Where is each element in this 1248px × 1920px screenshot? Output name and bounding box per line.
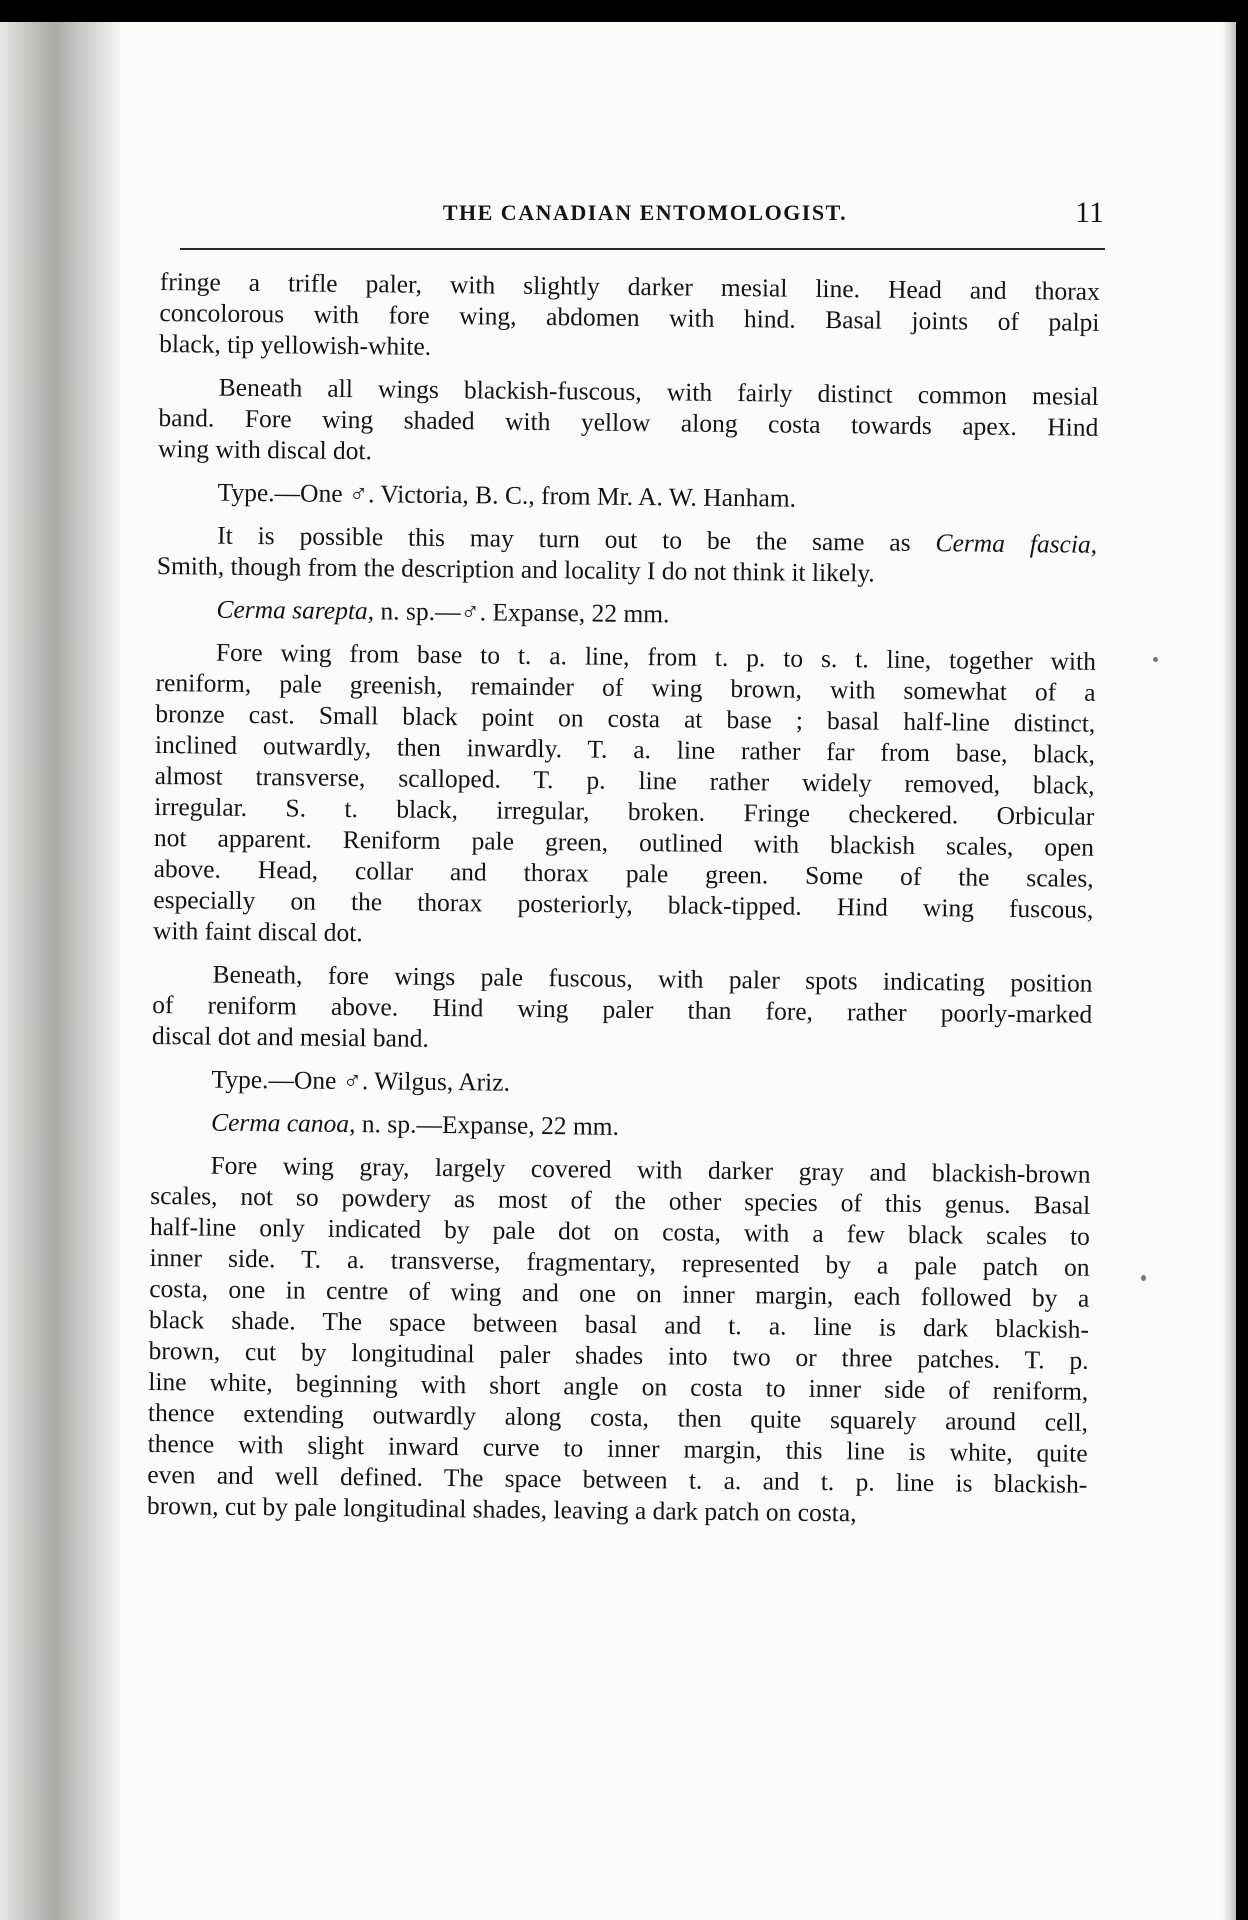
text-line: inclined outwardly, then inwardly. T. a. line rather far from base, black,	[154, 729, 1096, 769]
text-line: with faint discal dot.	[152, 915, 363, 948]
paragraph	[157, 476, 1097, 517]
text-line: even and well defined. The space between t. a. and t. p. line is blackish-	[147, 1459, 1088, 1499]
species-heading	[151, 1106, 1091, 1147]
paragraph	[152, 958, 1093, 1061]
text-line: bronze cast. Small black point on costa at base ; basal half-line distinct,	[155, 698, 1096, 738]
text-line: costa, one in centre of wing and one on inner margin, each followed by a	[149, 1273, 1090, 1313]
text-line: Type.—One ♂. Victoria, B. C., from Mr. A. W. Hanham.	[217, 477, 797, 513]
text-line: thence with slight inward curve to inner margin, this line is white, quite	[147, 1428, 1088, 1468]
paragraph	[156, 593, 1096, 634]
paragraph	[159, 266, 1100, 369]
text-line: Type.—One ♂. Wilgus, Ariz.	[211, 1064, 511, 1097]
text-line: above. Head, collar and thorax pale green. Some of the scales,	[153, 853, 1094, 893]
scan-speck	[1141, 1275, 1146, 1281]
text-line: irregular. S. t. black, irregular, broken. Fringe checkered. Orbicular	[154, 791, 1095, 831]
text-line: discal dot and mesial band.	[151, 1020, 429, 1053]
text-line: line white, beginning with short angle on costa to inner side of reniform,	[148, 1366, 1089, 1406]
paragraph	[157, 519, 1098, 591]
paragraph	[153, 636, 1096, 956]
text-line: brown, cut by longitudinal paler shades into two or three patches. T. p.	[148, 1335, 1089, 1375]
text-line: Fore wing from base to t. a. line, from t. p. to s. t. line, together with	[215, 637, 1097, 676]
header-rule	[180, 248, 1105, 250]
page-gutter-shadow	[0, 22, 120, 1920]
paragraph	[158, 371, 1099, 474]
scan-speck	[1153, 657, 1158, 662]
text-line: band. Fore wing shaded with yellow along costa towards apex. Hind	[158, 402, 1099, 442]
text-line: Fore wing gray, largely covered with darker gray and blackish-brown	[210, 1150, 1091, 1189]
species-heading	[156, 593, 1096, 634]
species-details: n. sp.—♂. Expanse, 22 mm.	[373, 596, 670, 629]
paragraph	[151, 1063, 1091, 1104]
species-name: Cerma canoa,	[210, 1107, 356, 1139]
text-line: almost transverse, scalloped. T. p. line rather widely removed, black,	[154, 760, 1095, 800]
page-right-edge	[1222, 22, 1236, 1920]
text-line: of reniform above. Hind wing paler than fore, rather poorly-marked	[152, 989, 1093, 1029]
article-body	[147, 266, 1100, 1543]
page-number: 11	[1075, 196, 1104, 229]
text-line: especially on the thorax posteriorly, black-tipped. Hind wing fuscous,	[153, 884, 1094, 924]
text-line: Beneath all wings blackish-fuscous, with fairly distinct common mesial	[218, 372, 1099, 411]
page-header	[180, 190, 1110, 250]
species-name: Cerma fascia,	[935, 528, 1098, 559]
text-line: reniform, pale greenish, remainder of wing brown, with somewhat of a	[155, 667, 1096, 707]
text-line: not apparent. Reniform pale green, outlined with blackish scales, open	[153, 822, 1095, 862]
text-line: concolorous with fore wing, abdomen with hind. Basal joints of palpi	[159, 297, 1100, 337]
text-line: black, tip yellowish-white.	[159, 328, 432, 361]
species-details: n. sp.—Expanse, 22 mm.	[355, 1109, 620, 1141]
text-line: fringe a trifle paler, with slightly darker mesial line. Head and thorax	[159, 266, 1100, 306]
text-line: Smith, though from the description and locality I do not think it likely.	[156, 550, 875, 588]
text-line: Beneath, fore wings pale fuscous, with paler spots indicating position	[212, 959, 1093, 998]
text-line: inner side. T. a. transverse, fragmentary, represented by a pale patch on	[149, 1242, 1090, 1282]
text-line: brown, cut by pale longitudinal shades, leaving a dark patch on costa,	[146, 1490, 857, 1528]
text-line: It is possible this may turn out to be the same as Cerma fascia,	[217, 520, 1098, 559]
text-line: wing with discal dot.	[157, 433, 373, 466]
species-name: Cerma sarepta,	[216, 594, 375, 626]
text-line: black shade. The space between basal and t. a. line is dark blackish-	[148, 1304, 1090, 1344]
text-line: scales, not so powdery as most of the other species of this genus. Basal	[150, 1180, 1091, 1220]
paragraph	[151, 1106, 1091, 1147]
text-line: half-line only indicated by pale dot on costa, with a few black scales to	[149, 1211, 1091, 1251]
running-title: THE CANADIAN ENTOMOLOGIST.	[442, 200, 848, 225]
text-line: thence extending outwardly along costa, then quite squarely around cell,	[147, 1397, 1089, 1437]
paragraph	[147, 1149, 1091, 1531]
